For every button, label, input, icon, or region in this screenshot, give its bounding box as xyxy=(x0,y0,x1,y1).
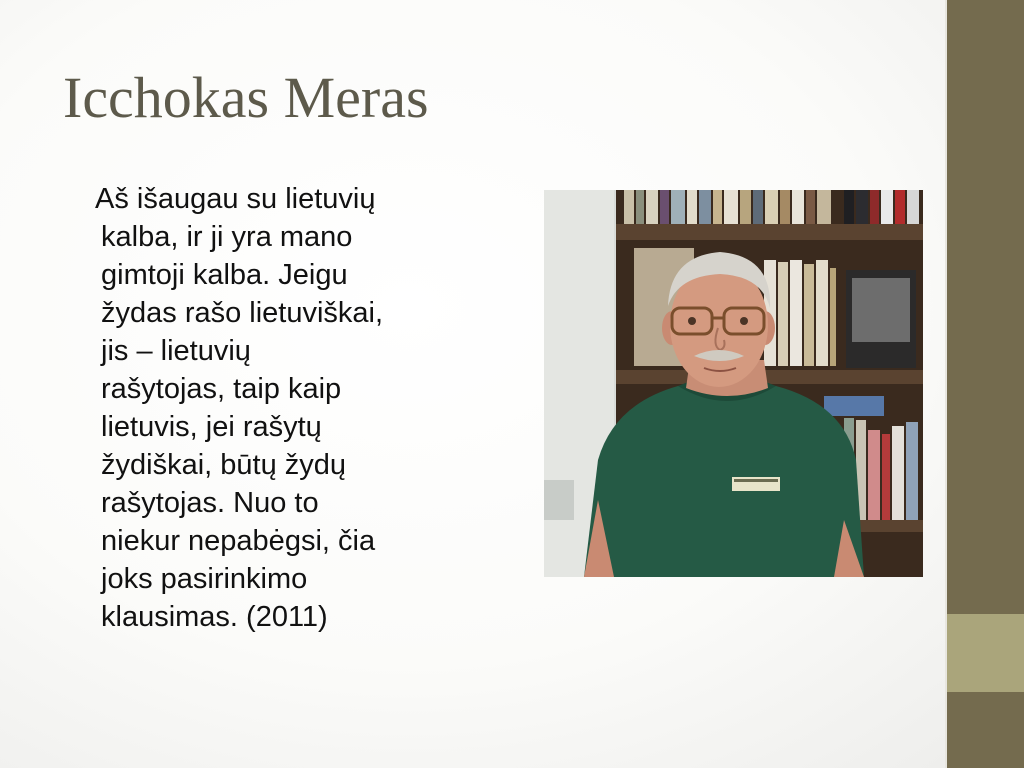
portrait-illustration xyxy=(544,190,923,577)
quote-line: gimtoji kalba. Jeigu xyxy=(101,259,348,291)
decorative-sidebar-accent xyxy=(947,614,1024,692)
quote-line: lietuvis, jei rašytų xyxy=(101,411,322,443)
quote-line: joks pasirinkimo xyxy=(101,563,308,595)
quote-line: niekur nepabėgsi, čia xyxy=(101,525,376,557)
quote-line: kalba, ir ji yra mano xyxy=(101,221,353,253)
quote-line: rašytojas. Nuo to xyxy=(101,487,319,519)
quote-text xyxy=(95,180,481,636)
quote-line: Aš išaugau su lietuvių xyxy=(95,183,376,215)
portrait-photo xyxy=(544,190,923,577)
quote-line: žydiškai, būtų žydų xyxy=(101,449,347,481)
slide-title: Icchokas Meras xyxy=(63,65,429,130)
quote-line: klausimas. (2011) xyxy=(101,601,328,633)
quote-line: žydas rašo lietuviškai, xyxy=(101,297,384,329)
quote-line: rašytojas, taip kaip xyxy=(101,373,342,405)
quote-line: jis – lietuvių xyxy=(101,335,251,367)
